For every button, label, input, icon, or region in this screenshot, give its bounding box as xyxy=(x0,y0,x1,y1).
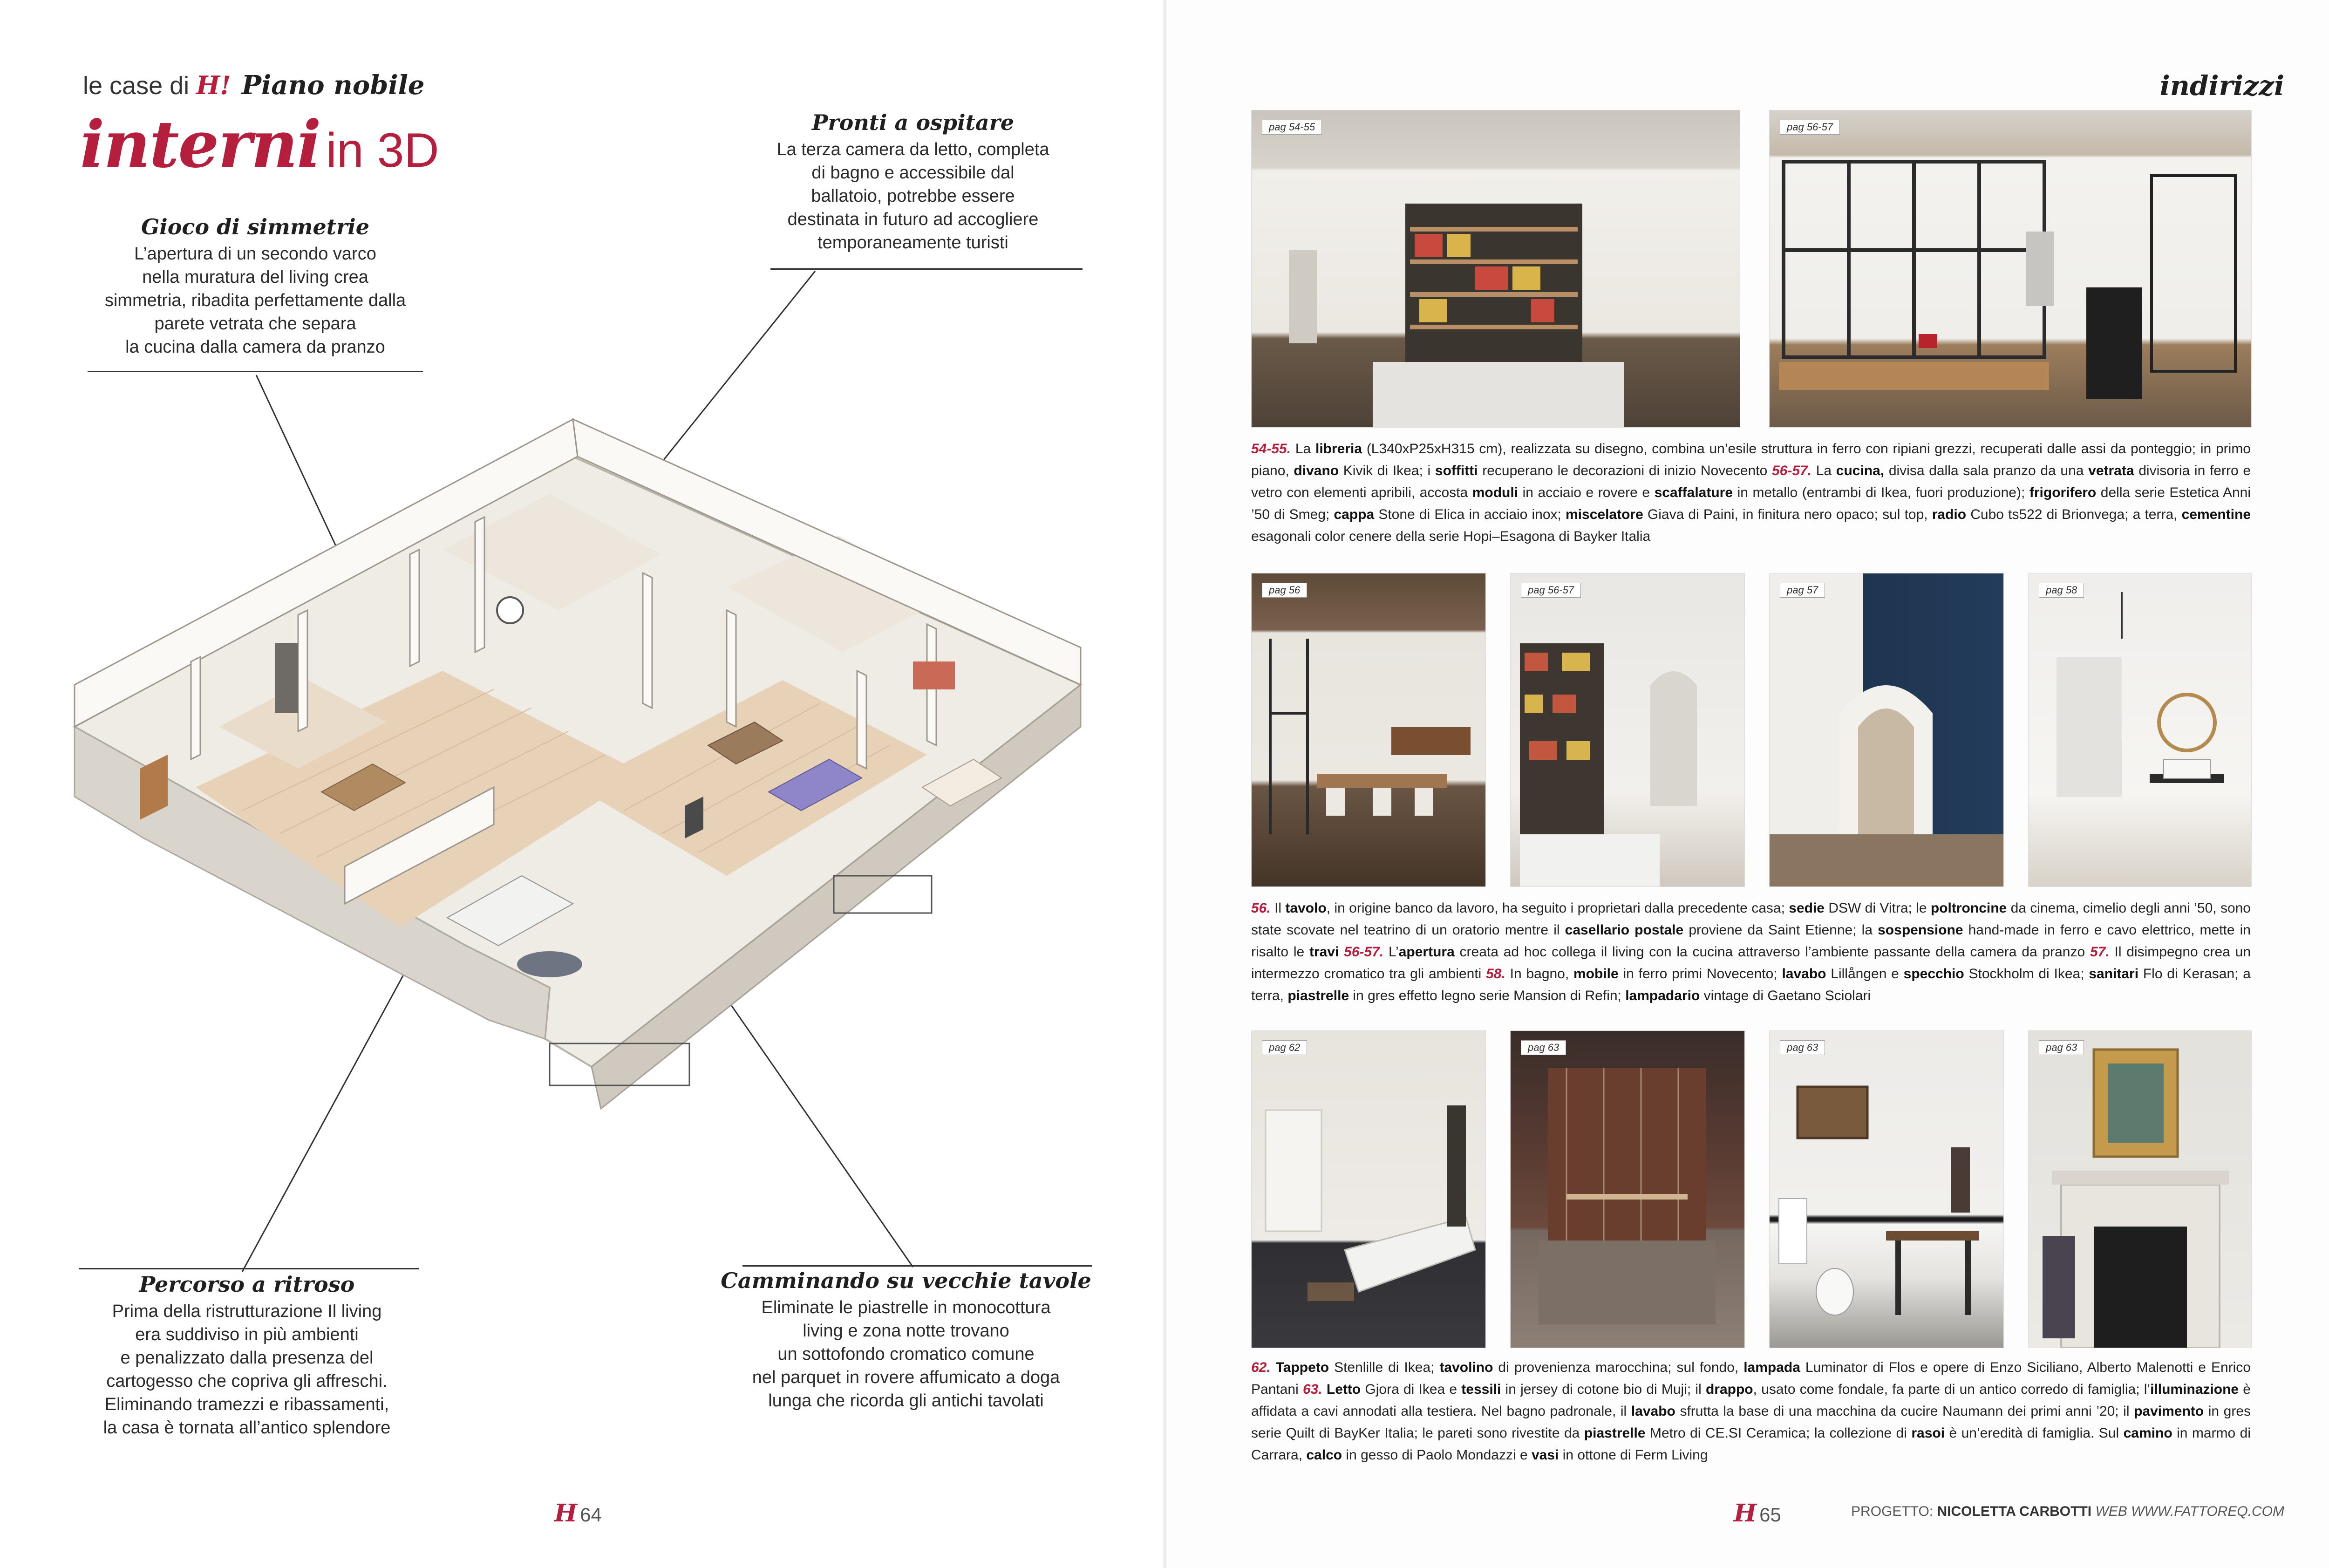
caption-photo-ref: 56-57. xyxy=(1344,944,1384,960)
photo-page-tag: pag 63 xyxy=(1780,1040,1825,1055)
kicker-text: le case di xyxy=(83,72,190,100)
callout-rule xyxy=(79,1268,419,1269)
caption-keyword: moduli xyxy=(1472,485,1519,500)
caption-text: in ottone di Ferm Living xyxy=(1559,1447,1708,1463)
photo-bedroom-art xyxy=(1511,1031,1744,1348)
caption-keyword: specchio xyxy=(1903,966,1964,982)
caption-photo-ref: 56-57. xyxy=(1771,463,1812,478)
callout-line: nel parquet in rovere affumicato a doga xyxy=(752,1368,1060,1387)
caption-photo-ref: 56. xyxy=(1251,900,1271,916)
callout-line: temporaneamente turisti xyxy=(817,233,1008,252)
callout-line: cartogesso che copriva gli affreschi. xyxy=(106,1371,388,1391)
callout-title: Gioco di simmetrie xyxy=(141,214,369,239)
caption-keyword: piastrelle xyxy=(1584,1425,1646,1441)
credit-web: WWW.FATTOREQ.COM xyxy=(2131,1504,2284,1519)
caption-photo-ref: 63. xyxy=(1302,1382,1322,1397)
callout-line: la casa è tornata all’antico splendore xyxy=(103,1418,391,1438)
folio-logo: H xyxy=(554,1499,578,1527)
caption-text: della serie Estetica Anni ’50 di Smeg; xyxy=(1251,485,2251,522)
caption-keyword: miscelatore xyxy=(1566,507,1643,522)
photo-kitchen xyxy=(1769,110,2252,428)
photo-library xyxy=(1251,110,1740,428)
callout-rule xyxy=(770,268,1083,270)
caption-text: in gres effetto legno serie Mansion di Refin; xyxy=(1349,988,1626,1003)
caption-keyword: cucina, xyxy=(1836,463,1885,478)
photo-page-tag: pag 62 xyxy=(1262,1040,1307,1055)
callout-body xyxy=(713,1296,1099,1412)
caption-keyword: casellario postale xyxy=(1565,922,1684,938)
caption-text: Stone di Elica in acciaio inox; xyxy=(1374,507,1566,522)
caption-text xyxy=(1339,944,1344,960)
caption-text: sfrutta la base di una macchina da cucire Naumann dei primi anni ’20; il xyxy=(1675,1404,2134,1419)
caption-text: La xyxy=(1811,463,1836,478)
photo-page-tag: pag 63 xyxy=(2039,1040,2084,1055)
callout-line: destinata in futuro ad accogliere xyxy=(787,210,1039,229)
callout-line: ballatoio, potrebbe essere xyxy=(811,186,1015,206)
caption-text: in metallo (entrambi di Ikea, fuori produzione); xyxy=(1733,485,2029,500)
photo-dining-art xyxy=(1252,573,1485,886)
photo-arch-art xyxy=(1770,573,2003,886)
credit-web-label: WEB xyxy=(2095,1504,2127,1519)
photo-living-shelves xyxy=(1510,573,1745,887)
caption-keyword: soffitti xyxy=(1435,463,1478,478)
photo-kitchen-art xyxy=(1770,110,2251,427)
callout-line: simmetria, ribadita perfettamente dalla xyxy=(104,291,406,310)
caption-keyword: apertura xyxy=(1398,944,1455,960)
caption-keyword: sospensione xyxy=(1878,922,1963,938)
caption-keyword: cementine xyxy=(2181,507,2251,522)
photo-living-art xyxy=(1511,573,1744,886)
caption-text: L’ xyxy=(1383,944,1399,960)
photo-page-tag: pag 56 xyxy=(1262,583,1307,598)
caption-keyword: calco xyxy=(1306,1447,1342,1463)
caption-keyword: frigorifero xyxy=(2029,485,2097,500)
callout-ospitare xyxy=(745,110,1081,254)
caption-keyword: Letto xyxy=(1326,1382,1361,1397)
photo-page-tag: pag 56-57 xyxy=(1780,120,1840,135)
caption-text: proviene da Saint Etienne; la xyxy=(1683,922,1878,938)
callout-line: nella muratura del living crea xyxy=(142,267,368,287)
caption-text: di provenienza marocchina; sul fondo, xyxy=(1493,1360,1744,1375)
section-title: Piano nobile xyxy=(241,70,425,101)
caption-text: (L340xP25xH315 cm), realizzata su disegno, combina un’esile struttura in ferro con ripiani grezzi, recuperati dalle assi da ponteggio; in primo piano, xyxy=(1251,441,2251,478)
caption-text: La xyxy=(1291,441,1315,457)
callout-line: Prima della ristrutturazione Il living xyxy=(112,1302,382,1321)
callout-line: era suddiviso in più ambienti xyxy=(135,1325,359,1344)
callout-rule xyxy=(88,371,423,372)
caption-text: da cinema, cimelio degli anni ’50, sono state scovate nel teatrino di un oratorio mentre il xyxy=(1251,900,2251,938)
caption-text: divisa dalla sala pranzo da una xyxy=(1884,463,2089,478)
caption-keyword: illuminazione xyxy=(2150,1382,2239,1397)
caption-keyword: lavabo xyxy=(1782,966,1826,982)
photo-bedroom xyxy=(1510,1030,1745,1348)
caption-keyword: divano xyxy=(1294,463,1339,478)
caption-text: esagonali color cenere della serie Hopi–Esagona di Bayker Italia xyxy=(1251,529,1651,544)
page-number: 65 xyxy=(1759,1504,1781,1526)
caption-photo-ref: 62. xyxy=(1251,1360,1271,1375)
caption-text: creata ad hoc collega il living con la cucina attraverso l’ambiente passante della camera da pranzo xyxy=(1454,944,2090,960)
caption-text: Metro di CE.SI Ceramica; la collezione di xyxy=(1645,1425,1912,1441)
photo-page-tag: pag 56-57 xyxy=(1521,583,1581,598)
caption-text: hand-made in ferro e cavo elettrico, mette in risalto le xyxy=(1251,922,2251,960)
caption-text xyxy=(1322,1382,1327,1397)
callout-line: lunga che ricorda gli antichi tavolati xyxy=(768,1391,1044,1411)
caption-text: divisoria in ferro e vetro con elementi apribili, accosta xyxy=(1251,463,2251,500)
caption-text: è un’eredità di famiglia. Sul xyxy=(1945,1425,2124,1441)
caption-keyword: cappa xyxy=(1334,507,1375,522)
caption-text: Il disimpegno crea un intermezzo cromatico tra gli ambienti xyxy=(1251,944,2251,982)
callout-line: un sottofondo cromatico comune xyxy=(777,1344,1035,1364)
caption-text: Gjora di Ikea e xyxy=(1361,1382,1462,1397)
callout-title: Camminando su vecchie tavole xyxy=(721,1268,1091,1293)
caption-text: Lillången e xyxy=(1826,966,1904,982)
callout-line: la cucina dalla camera da pranzo xyxy=(125,337,385,357)
callout-rule xyxy=(742,1265,1092,1267)
caption-text: In bagno, xyxy=(1505,966,1573,982)
caption-text: DSW di Vitra; le xyxy=(1824,900,1931,916)
caption-text: recuperano le decorazioni di inizio Novecento xyxy=(1478,463,1772,478)
caption-text: vintage di Gaetano Sciolari xyxy=(1700,988,1871,1003)
caption-text: in ferro primi Novecento; xyxy=(1618,966,1782,982)
photo-master-bath xyxy=(1769,1030,2004,1348)
caption-keyword: scaffalature xyxy=(1654,485,1733,500)
caption-text: in gesso di Paolo Mondazzi e xyxy=(1342,1447,1532,1463)
photo-page-tag: pag 63 xyxy=(1521,1040,1566,1055)
caption-keyword: lampada xyxy=(1743,1360,1800,1375)
caption-text: è affidata a cavi annodati alla testiera. Nel bagno padronale, il xyxy=(1251,1382,2251,1419)
headline-main: interni xyxy=(80,106,320,182)
credit-name: NICOLETTA CARBOTTI xyxy=(1937,1504,2092,1519)
caption-block-3 xyxy=(1251,1357,2251,1466)
section-tag: indirizzi xyxy=(2159,70,2284,102)
callout-body xyxy=(83,242,428,359)
caption-keyword: Tappeto xyxy=(1275,1360,1329,1375)
folio-logo: H xyxy=(1734,1499,1757,1527)
caption-keyword: rasoi xyxy=(1911,1425,1945,1441)
caption-keyword: lampadario xyxy=(1625,988,1700,1003)
folio-right xyxy=(1734,1499,1781,1527)
callout-line: L’apertura di un secondo varco xyxy=(134,244,376,264)
callout-line: living e zona notte trovano xyxy=(803,1321,1009,1341)
callout-tavole xyxy=(713,1268,1099,1412)
caption-text: Stockholm di Ikea; xyxy=(1964,966,2089,982)
caption-text: Cubo ts522 di Brionvega; a terra, xyxy=(1966,507,2182,522)
plan-slab xyxy=(75,419,1081,1109)
caption-keyword: tavolo xyxy=(1285,900,1327,916)
brand-logo: H! xyxy=(196,70,231,100)
caption-keyword: vetrata xyxy=(2088,463,2134,478)
caption-keyword: mobile xyxy=(1573,966,1619,982)
caption-text: in marmo di Carrara, xyxy=(1251,1425,2251,1463)
caption-keyword: vasi xyxy=(1531,1447,1559,1463)
caption-text: in jersey di cotone bio di Muji; il xyxy=(1501,1382,1706,1397)
photo-sofa-art xyxy=(1252,1031,1485,1348)
caption-block-1 xyxy=(1251,438,2251,547)
photo-fireplace-art xyxy=(2029,1031,2251,1348)
caption-text: in acciaio e rovere e xyxy=(1518,485,1655,500)
caption-text xyxy=(1271,1360,1276,1375)
callout-body xyxy=(745,138,1081,254)
photo-page-tag: pag 57 xyxy=(1780,583,1825,598)
caption-text: in gres serie Quilt di BayKer Italia; le pareti sono rivestite da xyxy=(1251,1404,2251,1441)
callout-line: di bagno e accessibile dal xyxy=(811,163,1015,183)
photo-master-bath-art xyxy=(1770,1031,2003,1348)
caption-text: Kivik di Ikea; i xyxy=(1339,463,1435,478)
photo-dining xyxy=(1251,573,1486,887)
callout-line: parete vetrata che separa xyxy=(154,314,356,334)
photo-page-tag: pag 58 xyxy=(2039,583,2084,598)
photo-bathroom xyxy=(2028,573,2252,887)
headline-sub: in 3D xyxy=(326,123,439,177)
project-credit xyxy=(1851,1504,2284,1520)
caption-keyword: lavabo xyxy=(1631,1404,1675,1419)
caption-photo-ref: 58. xyxy=(1486,966,1505,982)
caption-text: , in origine banco da lavoro, ha seguito i proprietari dalla precedente casa; xyxy=(1326,900,1789,916)
caption-keyword: tessili xyxy=(1461,1382,1501,1397)
photo-fireplace xyxy=(2028,1030,2252,1348)
caption-block-2 xyxy=(1251,897,2251,1007)
caption-text: Luminator di Flos e opere di Enzo Siciliano, Alberto Malenotti e Enrico Pantani xyxy=(1251,1360,2251,1397)
caption-keyword: sedie xyxy=(1789,900,1825,916)
callout-simmetrie xyxy=(83,214,428,359)
callout-ritroso xyxy=(75,1272,419,1439)
caption-photo-ref: 54-55. xyxy=(1251,441,1291,457)
caption-text: Giava di Paini, in finitura nero opaco; sul top, xyxy=(1643,507,1932,522)
callout-body xyxy=(75,1300,419,1439)
caption-keyword: tavolino xyxy=(1439,1360,1493,1375)
callout-title: Pronti a ospitare xyxy=(811,110,1015,135)
callout-line: e penalizzato dalla presenza del xyxy=(120,1348,374,1368)
caption-keyword: libreria xyxy=(1315,441,1362,457)
caption-keyword: piastrelle xyxy=(1287,988,1349,1003)
caption-text: Stenlille di Ikea; xyxy=(1329,1360,1440,1375)
photo-bathroom-art xyxy=(2029,573,2251,886)
caption-text: , usato come fondale, fa parte di un antico corredo di famiglia; l’ xyxy=(1753,1382,2151,1397)
photo-arch-corridor xyxy=(1769,573,2004,887)
caption-keyword: poltroncine xyxy=(1930,900,2007,916)
caption-keyword: drappo xyxy=(1705,1382,1753,1397)
page-number: 64 xyxy=(580,1504,602,1526)
caption-keyword: pavimento xyxy=(2134,1404,2204,1419)
callout-line: La terza camera da letto, completa xyxy=(776,140,1049,159)
caption-keyword: camino xyxy=(2123,1425,2172,1441)
callout-title: Percorso a ritroso xyxy=(139,1272,355,1297)
credit-label: PROGETTO: xyxy=(1851,1504,1934,1519)
caption-photo-ref: 57. xyxy=(2090,944,2110,960)
callout-line: Eliminando tramezzi e ribassamenti, xyxy=(104,1395,389,1414)
photo-page-tag: pag 54-55 xyxy=(1262,120,1322,135)
folio-left xyxy=(554,1499,602,1527)
photo-library-art xyxy=(1252,110,1740,427)
caption-text: Flo di Kerasan; a terra, xyxy=(1251,966,2251,1003)
caption-keyword: sanitari xyxy=(2089,966,2139,982)
caption-keyword: radio xyxy=(1932,507,1967,522)
right-page xyxy=(1166,0,2329,1568)
caption-text: Il xyxy=(1270,900,1286,916)
caption-keyword: travi xyxy=(1309,944,1339,960)
callout-line: Eliminate le piastrelle in monocottura xyxy=(761,1298,1051,1317)
photo-living-sofa xyxy=(1251,1030,1486,1348)
